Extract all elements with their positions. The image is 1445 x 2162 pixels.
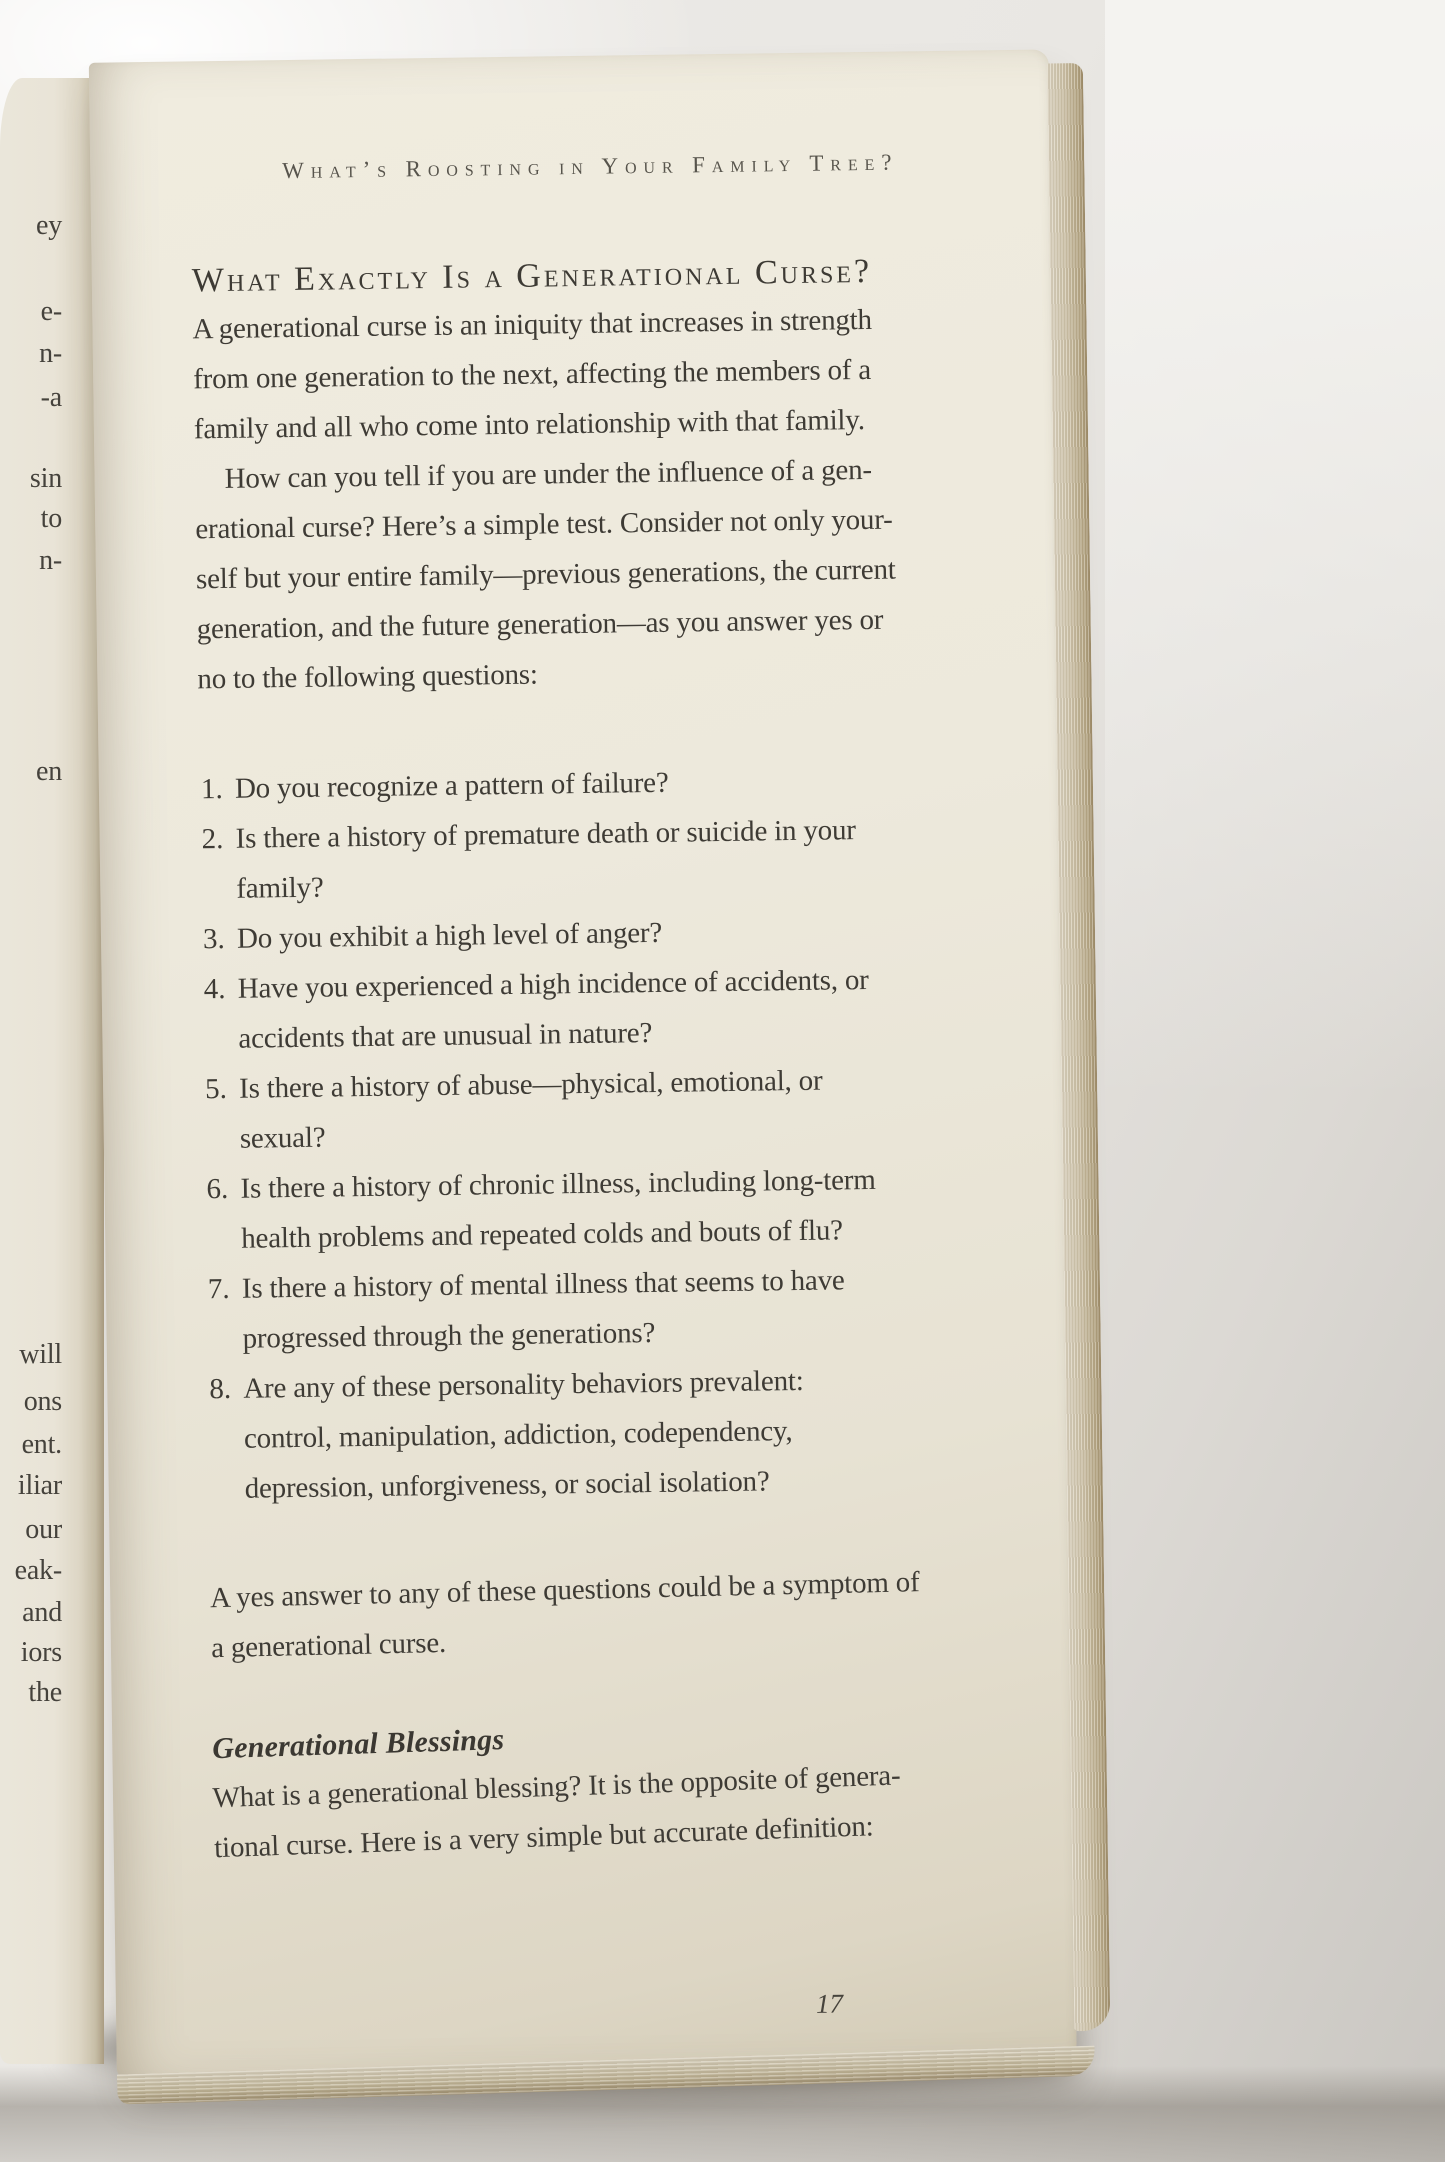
text-line: Do you exhibit a high level of anger? <box>236 916 663 955</box>
question-text <box>237 955 869 1064</box>
question-number: 5. <box>204 1072 228 1106</box>
text-line: no to the following questions: <box>197 658 538 696</box>
facing-page-word-fragment: e- <box>40 296 62 327</box>
question-number: 8. <box>209 1372 232 1406</box>
facing-page-word-fragment: sin <box>29 463 62 494</box>
text-line: Is there a history of abuse—physical, emotional, or <box>238 1064 823 1105</box>
question-number: 2. <box>201 822 224 856</box>
text-line: health problems and repeated colds and bouts of flu? <box>240 1214 844 1255</box>
facing-page-word-fragment: will <box>19 1339 62 1370</box>
facing-page-word-fragment: our <box>25 1514 62 1545</box>
section-heading: What Exactly Is a Generational Curse? <box>191 252 873 300</box>
text-line: Is there a history of chronic illness, including long-term <box>240 1163 876 1205</box>
question-item <box>206 1155 876 1264</box>
running-header: What’s Roosting in Your Family Tree? <box>282 149 899 184</box>
text-line: erational curse? Here’s a simple test. Consider not only your- <box>195 503 893 546</box>
paragraph-test-intro <box>194 445 897 705</box>
book-page <box>89 49 1077 2078</box>
text-line: Is there a history of mental illness that seems to have <box>241 1264 845 1305</box>
text-line: self but your entire family—previous generations, the current <box>195 553 896 596</box>
facing-page-word-fragment: iors <box>20 1637 62 1668</box>
facing-page-word-fragment: and <box>22 1597 62 1628</box>
question-number: 6. <box>206 1172 229 1206</box>
text-line: A generational curse is an iniquity that increases in strength <box>192 303 873 346</box>
text-line: accidents that are unusual in nature? <box>238 1017 653 1055</box>
subsection-heading: Generational Blessings <box>211 1723 505 1766</box>
text-line: a generational curse. <box>210 1626 447 1665</box>
facing-page-edge <box>0 78 104 2064</box>
text-line: from one generation to the next, affecting the members of a <box>192 353 872 396</box>
text-line: Do you recognize a pattern of failure? <box>234 766 669 805</box>
text-line: A yes answer to any of these questions could be a symptom of <box>209 1566 920 1615</box>
text-line: What is a generational blessing? It is the opposite of genera- <box>212 1759 901 1815</box>
question-text <box>240 1155 876 1264</box>
question-number: 7. <box>207 1272 230 1306</box>
facing-page-word-fragment: ey <box>35 210 62 241</box>
facing-page-word-fragment: eak- <box>14 1555 62 1586</box>
facing-page-word-fragment: n- <box>39 338 62 369</box>
paragraph-symptom <box>209 1557 921 1673</box>
question-text <box>235 758 669 814</box>
question-item <box>208 1255 878 1364</box>
text-line: progressed through the generations? <box>242 1316 656 1355</box>
question-number: 1. <box>200 772 223 806</box>
text-line: family? <box>236 871 324 905</box>
question-text <box>237 908 663 964</box>
paragraph-blessing-intro <box>212 1750 903 1873</box>
facing-page-word-fragment: -a <box>40 382 62 413</box>
text-line: Is there a history of premature death or suicide in your <box>235 814 856 855</box>
text-line: How can you tell if you are under the influence of a gen- <box>224 453 873 495</box>
question-item <box>201 805 871 914</box>
facing-page-word-fragment: to <box>40 503 62 534</box>
page-fore-edge <box>1047 63 1110 2031</box>
page-content <box>189 50 1017 2077</box>
text-line: control, manipulation, addiction, codependency, <box>243 1415 793 1455</box>
question-text <box>239 1056 824 1164</box>
question-number: 3. <box>202 922 226 956</box>
facing-page-word-fragment: n- <box>39 545 62 576</box>
question-item <box>203 955 873 1064</box>
question-number: 4. <box>203 972 226 1006</box>
text-line: Have you experienced a high incidence of accidents, or <box>237 963 869 1005</box>
fabric-highlight <box>1105 0 1445 1100</box>
questions-list <box>201 755 881 1514</box>
question-text <box>235 805 856 914</box>
text-line: family and all who come into relationship with that family. <box>193 403 865 446</box>
facing-page-word-fragment: en <box>35 756 62 787</box>
question-text <box>242 1255 846 1363</box>
question-item <box>209 1355 880 1514</box>
text-line: tional curse. Here is a very simple but accurate definition: <box>213 1810 874 1865</box>
question-text <box>243 1356 805 1514</box>
facing-page-word-fragment: the <box>28 1677 62 1708</box>
text-line: generation, and the future generation—as you answer yes or <box>196 603 884 646</box>
page-number: 17 <box>815 1988 844 2019</box>
text-line: sexual? <box>239 1121 326 1155</box>
facing-page-word-fragment: ent. <box>21 1429 62 1460</box>
text-line: depression, unforgiveness, or social isolation? <box>244 1465 770 1505</box>
facing-page-word-fragment: iliar <box>17 1470 62 1501</box>
facing-page-word-fragment: ons <box>23 1386 62 1417</box>
question-item <box>205 1055 875 1164</box>
paragraph-definition <box>192 295 873 454</box>
text-line: Are any of these personality behaviors prevalent: <box>243 1364 804 1405</box>
